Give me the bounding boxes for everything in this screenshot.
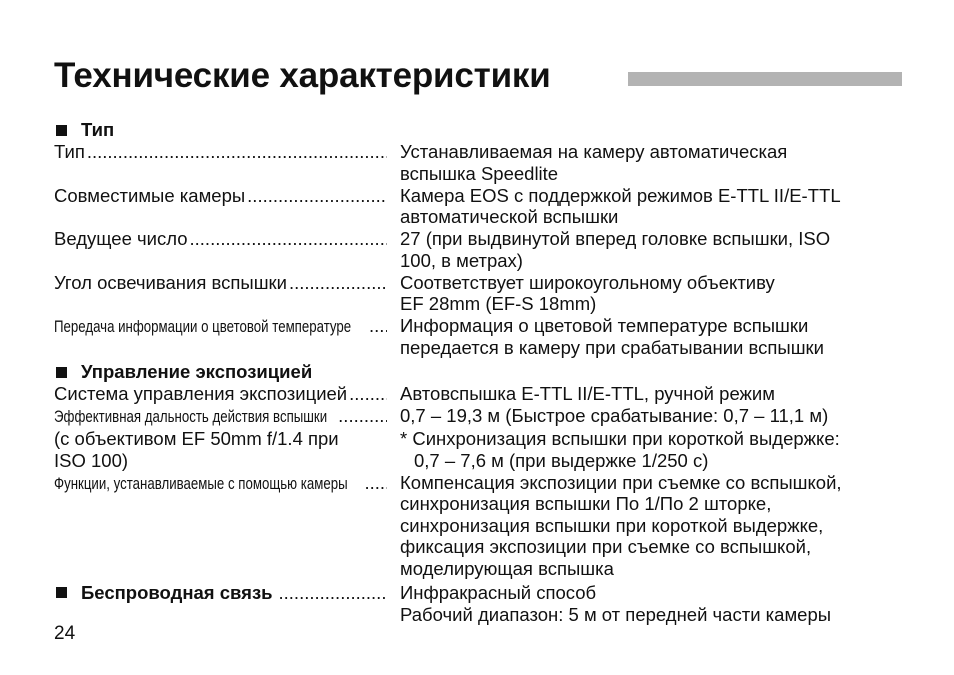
leader-dots [279,582,387,604]
leader-dots [87,141,387,184]
spec-value: Устанавливаемая на камеру автоматическая вспышка Speedlite [400,141,788,184]
leader-dots [369,315,387,358]
title-decoration-bar [628,72,902,86]
spec-row-camera-functions [54,472,914,580]
spec-label: Совместимые камеры ..... [54,185,387,228]
spec-value: Камера EOS с поддержкой режимов E-TTL II/E-TTL автоматической вспышки [400,184,841,227]
leader-dots [190,228,387,271]
page-number: 24 [54,623,76,644]
spec-value: Компенсация экспозиции при съемке со вспышкой, синхронизация вспышки По 1/По 2 шторке, синхронизация вспышки при короткой выдержке, фиксация экспозиции при съемке со вспышкой, моделирующая вспышка [400,471,842,579]
leader-dots [289,272,387,315]
spec-value: 0,7 – 19,3 м (Быстрое срабатывание: 0,7 – 11,1 м) [400,405,829,426]
spec-row-compatible-cameras [54,185,914,228]
spec-label: Функции, устанавливаемые с помощью камеры ..... [54,472,387,495]
spec-value: * Синхронизация вспышки при короткой выдержке: 0,7 – 7,6 м (при выдержке 1/250 с) [400,428,840,471]
spec-value: Соответствует широкоугольному объективу EF 28mm (EF-S 18mm) [400,271,775,314]
spec-row-exposure-system [54,383,914,405]
section-heading-type [54,119,914,141]
spec-value: Инфракрасный способ Рабочий диапазон: 5 м от передней части камеры [400,582,832,625]
spec-value: Автовспышка E-TTL II/E-TTL, ручной режим [400,383,775,404]
spec-label: Система управления экспозицией ..... [54,383,387,405]
leader-dots [349,383,387,405]
spec-label: Передача информации о цветовой температуре ..... [54,315,387,358]
section-heading-wireless: Беспроводная связь ..... [54,582,387,604]
square-bullet-icon [56,367,67,378]
spec-label: (с объективом EF 50mm f/1.4 при ISO 100) [54,428,339,471]
section-heading-label: Тип [81,119,115,141]
spec-value: 27 (при выдвинутой вперед головке вспышки, ISO 100, в метрах) [400,228,831,271]
spec-row-color-temperature [54,315,914,358]
spec-label: Эффективная дальность действия вспышки ..... [54,405,387,428]
section-heading-label: Управление экспозицией [81,361,313,383]
spec-row-type [54,141,914,184]
spec-label: Тип ..... [54,141,387,184]
page-title: Технические характеристики [54,56,551,95]
section-heading-exposure [54,361,914,383]
leader-dots [247,185,387,228]
spec-content [54,119,914,625]
spec-label: Ведущее число ..... [54,228,387,271]
spec-value: Информация о цветовой температуре вспышки передается в камеру при срабатывании вспышки [400,315,824,358]
spec-row-guide-number [54,228,914,271]
spec-row-wireless [54,582,914,625]
spec-row-range-condition [54,428,914,471]
leader-dots [364,472,387,495]
spec-row-effective-range [54,405,914,428]
spec-label: Угол освечивания вспышки ..... [54,272,387,315]
spec-row-flash-coverage [54,272,914,315]
square-bullet-icon [56,125,67,136]
leader-dots [338,405,387,428]
square-bullet-icon [56,587,67,598]
